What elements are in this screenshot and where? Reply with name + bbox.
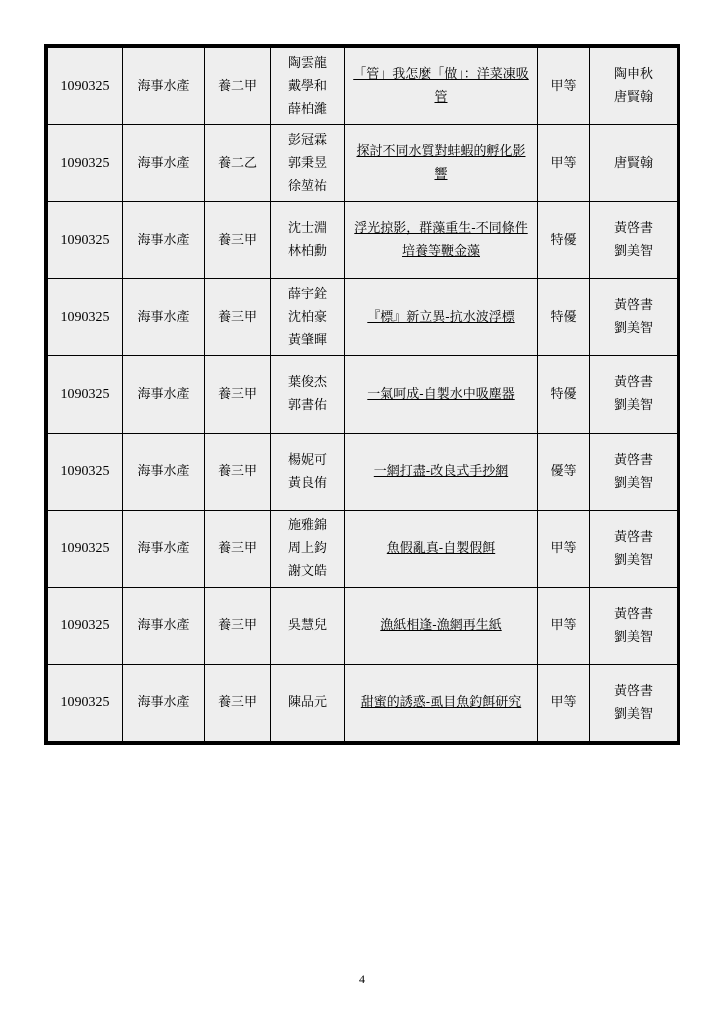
title-cell — [345, 202, 538, 279]
student-name: 徐堃祐 — [287, 178, 327, 194]
date-cell: 1090325 — [48, 202, 123, 279]
project-title: 『標』新立異-抗水波浮標 — [367, 309, 515, 325]
project-title: 一網打盡-改良式手抄網 — [373, 464, 509, 480]
class-cell: 養二乙 — [205, 125, 271, 202]
teacher-name: 黃啓書 — [613, 529, 653, 545]
teachers-cell — [590, 202, 678, 279]
class-cell: 養三甲 — [205, 587, 271, 664]
title-cell — [345, 48, 538, 125]
teacher-name: 唐賢翰 — [613, 90, 653, 106]
title-cell — [345, 279, 538, 356]
title-cell — [345, 664, 538, 741]
student-name: 沈士淵 — [287, 221, 327, 237]
student-name: 沈柏豪 — [287, 309, 327, 325]
teachers-cell — [590, 356, 678, 433]
student-name: 彭冠霖 — [287, 132, 327, 148]
category-cell: 海事水產 — [123, 279, 205, 356]
title-cell — [345, 433, 538, 510]
grade-cell: 甲等 — [538, 510, 590, 587]
table-row — [48, 125, 678, 202]
category-cell: 海事水產 — [123, 433, 205, 510]
student-name: 薛宇銓 — [287, 286, 327, 302]
table-body — [48, 48, 678, 742]
student-name: 謝文皓 — [287, 564, 327, 580]
teachers-cell — [590, 587, 678, 664]
date-cell: 1090325 — [48, 664, 123, 741]
date-cell: 1090325 — [48, 279, 123, 356]
students-cell — [271, 510, 345, 587]
student-name: 林柏勳 — [287, 244, 327, 260]
table-row — [48, 202, 678, 279]
grade-cell: 甲等 — [538, 587, 590, 664]
date-cell: 1090325 — [48, 587, 123, 664]
teacher-name: 黃啓書 — [613, 452, 653, 468]
project-title: 甜蜜的誘惑-虱目魚釣餌研究 — [360, 695, 522, 711]
page-number: 4 — [359, 972, 365, 986]
student-name: 黃良侑 — [287, 475, 327, 491]
title-cell — [345, 510, 538, 587]
student-name: 薛柏濰 — [287, 101, 327, 117]
class-cell: 養三甲 — [205, 279, 271, 356]
teacher-name: 黃啓書 — [613, 375, 653, 391]
class-cell: 養三甲 — [205, 356, 271, 433]
teachers-cell — [590, 433, 678, 510]
results-table — [44, 44, 680, 745]
table-row — [48, 587, 678, 664]
student-name: 黃肇暉 — [287, 332, 327, 348]
table-row — [48, 664, 678, 741]
class-cell: 養三甲 — [205, 202, 271, 279]
grade-cell: 特優 — [538, 279, 590, 356]
student-name: 楊妮可 — [287, 452, 327, 468]
students-cell — [271, 433, 345, 510]
date-cell: 1090325 — [48, 48, 123, 125]
class-cell: 養二甲 — [205, 48, 271, 125]
teacher-name: 黃啓書 — [613, 221, 653, 237]
teacher-name: 劉美智 — [613, 398, 653, 414]
grade-cell: 特優 — [538, 202, 590, 279]
category-cell: 海事水產 — [123, 510, 205, 587]
teachers-cell — [590, 279, 678, 356]
category-cell: 海事水產 — [123, 664, 205, 741]
project-title: 浮光掠影，群藻重生-不同條件培養等鞭金藻 — [354, 221, 528, 260]
students-cell — [271, 125, 345, 202]
project-title: 探討不同水質對蚌蝦的孵化影響 — [356, 144, 526, 183]
table-row — [48, 433, 678, 510]
category-cell: 海事水產 — [123, 125, 205, 202]
teacher-name: 劉美智 — [613, 552, 653, 568]
title-cell — [345, 356, 538, 433]
teacher-name: 黃啓書 — [613, 683, 653, 699]
teachers-cell — [590, 510, 678, 587]
grade-cell: 優等 — [538, 433, 590, 510]
table-row — [48, 48, 678, 125]
teacher-name: 劉美智 — [613, 321, 653, 337]
student-name: 戴學和 — [287, 78, 327, 94]
grade-cell: 特優 — [538, 356, 590, 433]
project-title: 「管」我怎麼「做」：洋菜凍吸管 — [353, 67, 529, 106]
students-cell — [271, 48, 345, 125]
project-title: 魚假亂真-自製假餌 — [386, 541, 496, 557]
student-name: 郭書佑 — [287, 398, 327, 414]
students-cell — [271, 664, 345, 741]
grade-cell: 甲等 — [538, 125, 590, 202]
teacher-name: 黃啓書 — [613, 298, 653, 314]
students-cell — [271, 587, 345, 664]
teacher-name: 陶申秋 — [613, 67, 653, 83]
title-cell — [345, 125, 538, 202]
teachers-cell — [590, 664, 678, 741]
teacher-name: 唐賢翰 — [613, 155, 653, 171]
class-cell: 養三甲 — [205, 433, 271, 510]
date-cell: 1090325 — [48, 356, 123, 433]
student-name: 郭秉昱 — [287, 155, 327, 171]
student-name: 施雅錦 — [287, 518, 327, 534]
date-cell: 1090325 — [48, 125, 123, 202]
student-name: 周上鈞 — [287, 541, 327, 557]
date-cell: 1090325 — [48, 510, 123, 587]
teacher-name: 劉美智 — [613, 244, 653, 260]
student-name: 葉俊杰 — [287, 375, 327, 391]
table-row — [48, 510, 678, 587]
teachers-cell — [590, 125, 678, 202]
table-row — [48, 279, 678, 356]
class-cell: 養三甲 — [205, 510, 271, 587]
teachers-cell — [590, 48, 678, 125]
grade-cell: 甲等 — [538, 664, 590, 741]
teacher-name: 劉美智 — [613, 629, 653, 645]
student-name: 陳品元 — [287, 695, 327, 711]
grade-cell: 甲等 — [538, 48, 590, 125]
students-cell — [271, 279, 345, 356]
teacher-name: 劉美智 — [613, 706, 653, 722]
category-cell: 海事水產 — [123, 356, 205, 433]
teacher-name: 劉美智 — [613, 475, 653, 491]
student-name: 吳慧兒 — [287, 618, 327, 634]
students-cell — [271, 202, 345, 279]
students-cell — [271, 356, 345, 433]
project-title: 一氣呵成-自製水中吸塵器 — [367, 386, 515, 402]
category-cell: 海事水產 — [123, 202, 205, 279]
student-name: 陶雲龍 — [287, 55, 327, 71]
class-cell: 養三甲 — [205, 664, 271, 741]
teacher-name: 黃啓書 — [613, 606, 653, 622]
date-cell: 1090325 — [48, 433, 123, 510]
project-title: 漁紙相逢-漁網再生紙 — [380, 618, 502, 634]
table-row — [48, 356, 678, 433]
category-cell: 海事水產 — [123, 587, 205, 664]
title-cell — [345, 587, 538, 664]
category-cell: 海事水產 — [123, 48, 205, 125]
